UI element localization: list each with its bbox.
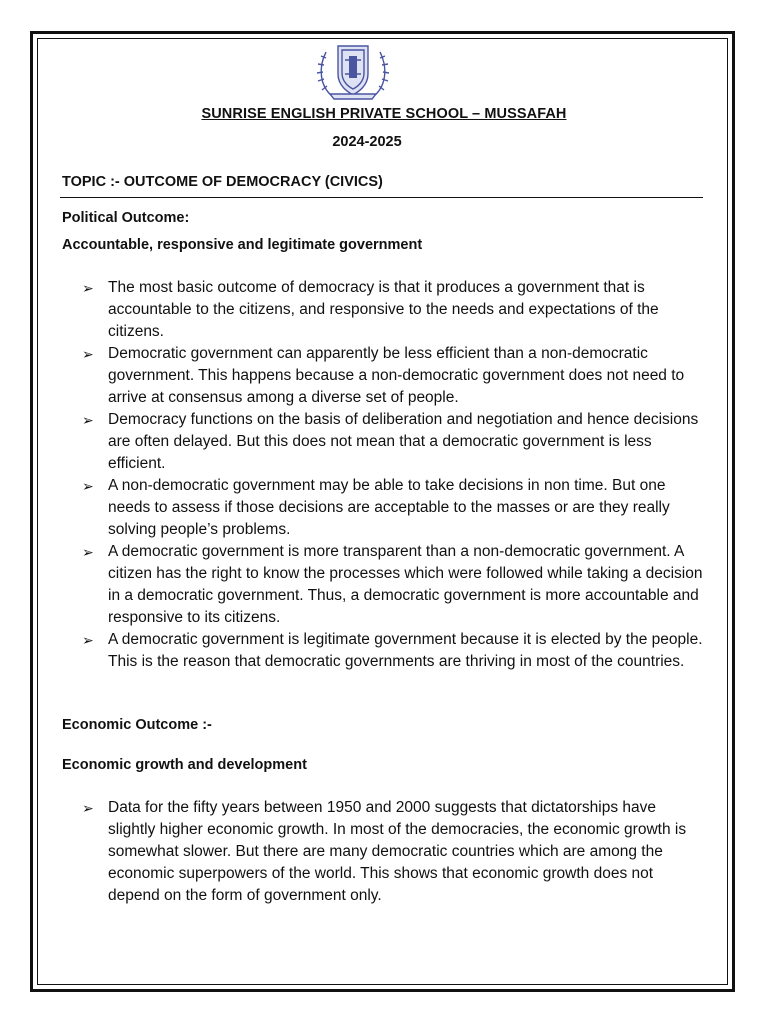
arrow-bullet-icon: ➢ (82, 346, 94, 362)
list-item (82, 541, 706, 629)
list-item (82, 797, 706, 907)
arrow-bullet-icon: ➢ (82, 280, 94, 296)
arrow-bullet-icon: ➢ (82, 544, 94, 560)
school-crest-icon (312, 38, 394, 102)
school-name: SUNRISE ENGLISH PRIVATE SCHOOL – MUSSAFAH (201, 106, 567, 122)
topic-title: TOPIC :- OUTCOME OF DEMOCRACY (CIVICS) (62, 174, 383, 190)
topic-divider (60, 197, 703, 198)
list-item-text: The most basic outcome of democracy is that it produces a government that is accountable to the citizens, and responsive to the needs and expectations of the citizens. (108, 279, 659, 340)
list-item (82, 475, 706, 541)
arrow-bullet-icon: ➢ (82, 412, 94, 428)
list-item-text: A non-democratic government may be able to take decisions in non time. But one needs to assess if those decisions are acceptable to the masses or are they really solving people’s problems. (108, 477, 670, 538)
academic-year: 2024-2025 (332, 134, 402, 150)
political-outcome-heading: Political Outcome: (62, 210, 190, 226)
political-outcome-subheading: Accountable, responsive and legitimate government (62, 237, 423, 253)
list-item (82, 343, 706, 409)
list-item-text: A democratic government is legitimate government because it is elected by the people. This is the reason that democratic governments are thriving in most of the countries. (108, 631, 703, 670)
economic-outcome-subheading: Economic growth and development (62, 757, 307, 773)
list-item (82, 629, 706, 673)
list-item (82, 277, 706, 343)
arrow-bullet-icon: ➢ (82, 632, 94, 648)
list-item-text: Democracy functions on the basis of deliberation and negotiation and hence decisions are often delayed. But this does not mean that a democratic government is less efficient. (108, 411, 699, 472)
list-item (82, 409, 706, 475)
list-item-text: Democratic government can apparently be less efficient than a non-democratic government. This happens because a non-democratic government does not need to arrive at consensus among a diverse set of people. (108, 345, 685, 406)
arrow-bullet-icon: ➢ (82, 478, 94, 494)
arrow-bullet-icon: ➢ (82, 800, 94, 816)
economic-outcome-heading: Economic Outcome :- (62, 717, 212, 733)
list-item-text: A democratic government is more transparent than a non-democratic government. A citizen has the right to know the processes which were followed while taking a decision in a democratic government. Thus, a democratic government is more accountable and responsive to its citizens. (108, 543, 703, 626)
economic-bullet-list (82, 797, 706, 907)
list-item-text: Data for the fifty years between 1950 and 2000 suggests that dictatorships have slightly higher economic growth. In most of the democracies, the economic growth is somewhat slower. But there are many democratic countries which are among the economic superpowers of the world. This shows that economic growth does not depend on the form of government only. (108, 799, 687, 904)
political-bullet-list (82, 277, 706, 673)
